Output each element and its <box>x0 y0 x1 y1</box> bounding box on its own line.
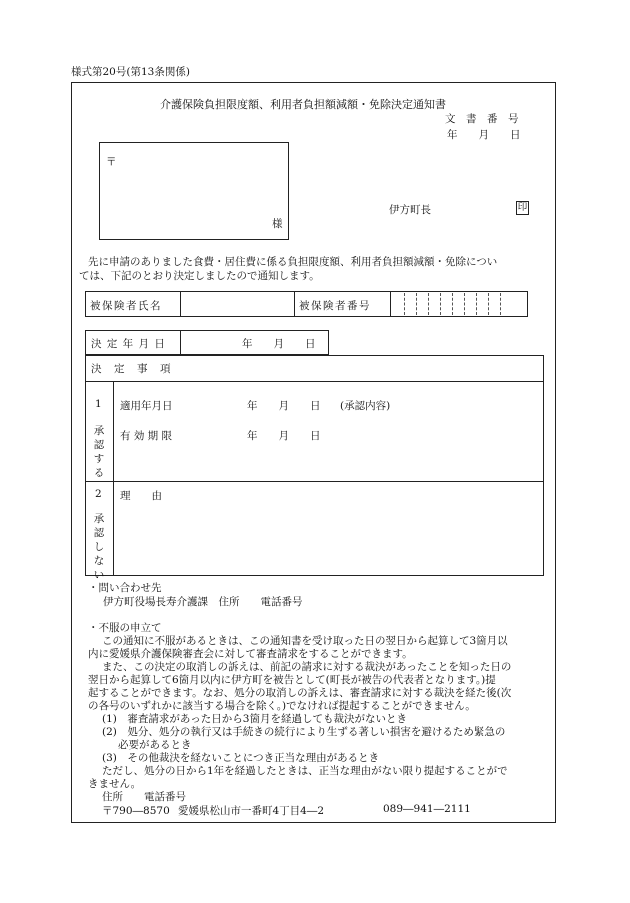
seal-mark: 印 <box>517 202 528 213</box>
objection-line-proviso: ただし、処分の日から1年を経過したときは、正当な理由がない限り提起することがで <box>102 765 508 777</box>
objection-line-6: の各号のいずれかに該当する場合を除く。)でなければ提起することができません。 <box>88 700 476 712</box>
reason-label: 理 由 <box>120 490 162 502</box>
deny-vertical-label: 承認しない <box>93 513 105 581</box>
approve-number: 1 <box>95 398 102 410</box>
insured-name-label: 被保険者氏名 <box>90 300 162 312</box>
objection-item-2: (2) 処分、処分の執行又は手続きの続行により生ずる著しい損害を避けるため緊急の <box>102 726 506 738</box>
objection-item-3: (3) その他裁決を経ないことにつき正当な理由があるとき <box>102 752 380 764</box>
decision-date-label: 決 定 年 月 日 <box>91 338 166 350</box>
approve-vertical-label: 承認する <box>93 425 105 479</box>
decision-items-label: 決 定 事 項 <box>91 363 172 375</box>
valid-period-value: 年 月 日 <box>247 430 321 442</box>
applied-date-value: 年 月 日 <box>247 400 321 412</box>
objection-line-1: この通知に不服があるときは、この通知書を受け取った日の翌日から起算して3箇月以 <box>102 635 508 647</box>
decision-items-table <box>85 355 544 576</box>
addressee-honorific: 様 <box>272 218 283 230</box>
council-contact-labels: 住所 電話番号 <box>102 791 186 803</box>
council-phone: 089―941―2111 <box>383 803 471 815</box>
document-date-label: 年 月 日 <box>447 129 521 141</box>
intro-line-2: ては、下記のとおり決定しましたので通知します。 <box>79 270 320 282</box>
council-postal-code: 〒790―8570 <box>102 805 170 817</box>
objection-heading: ・不服の申立て <box>88 622 162 634</box>
document-number-label: 文 書 番 号 <box>445 113 519 125</box>
intro-line-1: 先に申請のありました食費・居住費に係る負担限度額、利用者負担額減額・免除につい <box>88 256 498 268</box>
inquiry-contact: 伊方町役場長寿介護課 住所 電話番号 <box>103 596 303 608</box>
objection-item-2-cont: 必要があるとき <box>118 739 192 751</box>
objection-line-proviso-end: きません。 <box>88 778 142 790</box>
postal-mark: 〒 <box>106 156 117 168</box>
valid-period-label: 有 効 期 限 <box>120 430 173 442</box>
issuer-name: 伊方町長 <box>389 204 431 216</box>
applied-date-label: 適用年月日 <box>120 400 173 412</box>
objection-line-3: また、この決定の取消しの訴えは、前記の請求に対する裁決があったことを知った日の <box>102 661 512 673</box>
address-box <box>99 142 289 240</box>
insured-number-label: 被保険者番号 <box>299 300 371 312</box>
objection-line-5: 起することができます。なお、処分の取消しの訴えは、審査請求に対する裁決を経た後(次 <box>88 687 512 699</box>
objection-line-2: 内に愛媛県介護保険審査会に対して審査請求をすることができます。 <box>88 648 413 660</box>
document-title: 介護保険負担限度額、利用者負担額減額・免除決定通知書 <box>160 98 446 111</box>
form-number: 様式第20号(第13条関係) <box>71 66 190 78</box>
objection-item-1: (1) 審査請求があった日から3箇月を経過しても裁決がないとき <box>102 713 407 725</box>
inquiry-heading: ・問い合わせ先 <box>88 582 162 594</box>
council-address: 愛媛県松山市一番町4丁目4―2 <box>178 805 325 817</box>
decision-date-value: 年 月 日 <box>242 338 316 350</box>
approved-content-note: (承認内容) <box>340 400 391 412</box>
deny-number: 2 <box>95 488 102 500</box>
objection-line-4: 翌日から起算して6箇月以内に伊方町を被告として(町長が被告の代表者となります。)提 <box>88 674 496 686</box>
